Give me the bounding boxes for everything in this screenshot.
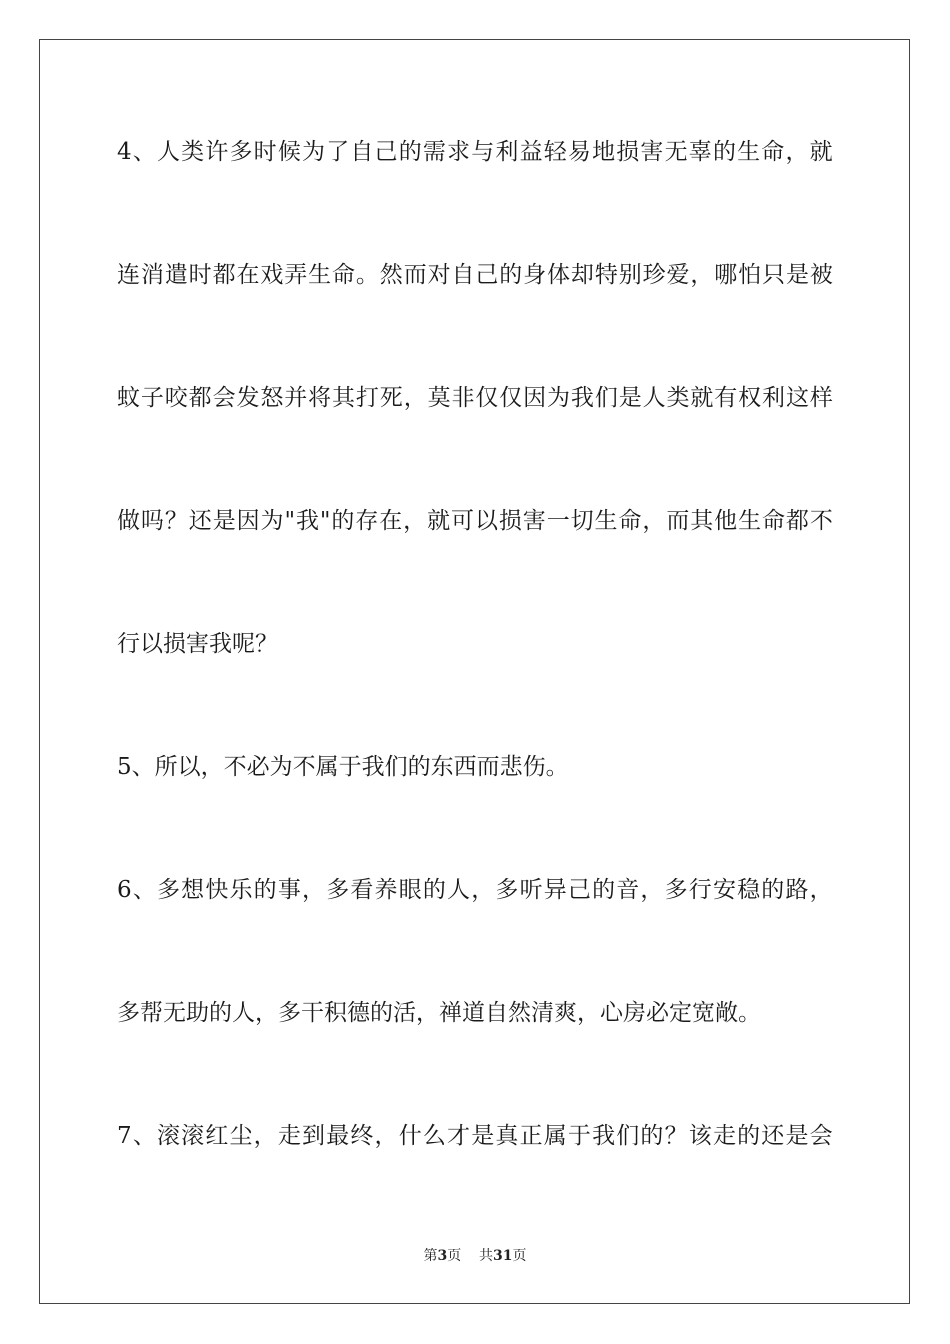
paragraph-line: 4 、 人 类 许 多 时 候 为 了 自 己 的 需 求 与 利 益 轻 易 地 损 害 无 辜 的 生 命 ， 就 <box>117 139 833 165</box>
total-pages: 31 <box>493 1248 513 1264</box>
page-suffix: 页 <box>447 1248 462 1264</box>
total-prefix: 共 <box>479 1248 494 1264</box>
paragraph-line: 做 吗 ？ 还 是 因 为 " 我 " 的 存 在 ， 就 可 以 损 害 一 切 生 命 ， 而 其 他 生 命 都 不 <box>117 508 833 534</box>
paragraph-line: 7 、 滚 滚 红 尘 ， 走 到 最 终 ， 什 么 才 是 真 正 属 于 我 们 的 ？ 该 走 的 还 是 会 <box>117 1123 833 1149</box>
page-border <box>39 39 910 1304</box>
page-number: 3 <box>437 1248 448 1264</box>
paragraph-line: 行以损害我呢？ <box>117 631 278 657</box>
paragraph-line: 多帮无助的人，多干积德的活，禅道自然清爽，心房必定宽敞。 <box>117 1000 761 1026</box>
paragraph-line: 6 、 多 想 快 乐 的 事 ， 多 看 养 眼 的 人 ， 多 听 异 己 的 音 ， 多 行 安 稳 的 路 ， <box>117 877 833 903</box>
page-footer <box>0 1247 950 1265</box>
paragraph-line: 5、所以，不必为不属于我们的东西而悲伤。 <box>117 754 569 780</box>
total-suffix: 页 <box>512 1248 527 1264</box>
page-prefix: 第 <box>423 1248 438 1264</box>
paragraph-line: 蚊 子 咬 都 会 发 怒 并 将 其 打 死 ， 莫 非 仅 仅 因 为 我 们 是 人 类 就 有 权 利 这 样 <box>117 385 833 411</box>
paragraph-line: 连 消 遣 时 都 在 戏 弄 生 命 。 然 而 对 自 己 的 身 体 却 特 别 珍 爱 ， 哪 怕 只 是 被 <box>117 262 833 288</box>
